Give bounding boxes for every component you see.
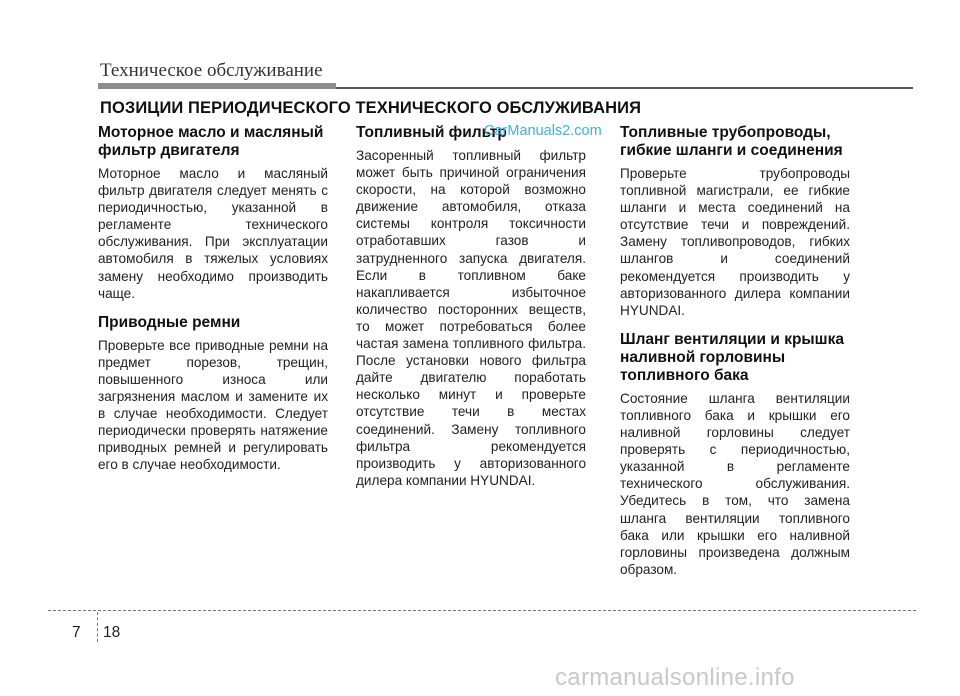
header-bar-line: [336, 87, 913, 89]
paragraph-vent-hose: Состояние шланга вентиляции топливного бака и крышки его наливной горловины следует проверять с периодичностью, указанной в регламенте технического обслуживания. Убедитесь в том, что замена шланга вентиляции топливного бака или крышки его наливной горловины произведена должным образом.: [620, 390, 850, 577]
page-number: 18: [103, 624, 121, 641]
heading-vent-hose: Шланг вентиляции и крышка наливной горловины топливного бака: [620, 330, 844, 384]
watermark-bottom: carmanualsonline.info: [555, 664, 795, 691]
footer-separator: [97, 612, 98, 642]
heading-engine-oil: Моторное масло и масляный фильтр двигателя: [98, 124, 324, 159]
paragraph-fuel-lines: Проверьте трубопроводы топливной магистрали, ее гибкие шланги и места соединений на отсутствие течи и повреждений. Замену топливопроводов, гибких шлангов и соединений рекомендуется производить у авторизованного дилера компании HYUNDAI.: [620, 166, 850, 318]
paragraph-drive-belts: Проверьте все приводные ремни на предмет порезов, трещин, повышенного износа или загрязнения маслом и замените их в случае необходимости. Следует периодически проверять натяжение приводных ремней и регулировать его в случае необходимости.: [98, 337, 328, 473]
chapter-number: 7: [72, 624, 81, 641]
paragraph-fuel-filter: Засоренный топливный фильтр может быть причиной ограничения скорости, на которой возможно движение автомобиля, отказа системы контроля токсичности отработавших газов и затрудненного запуска двигателя. Если в топливном баке накапливается избыточное количество посторонних веществ, то может потребоваться более частая замена топливного фильтра. После установки нового фильтра дайте двигателю поработать несколько минут и проверьте отсутствие течи в местах соединений. Замену топливного фильтра рекомендуется производить у авторизованного дилера компании HYUNDAI.: [356, 148, 586, 488]
paragraph-engine-oil: Моторное масло и масляный фильтр двигателя следует менять с периодичностью, указанной в регламенте технического обслуживания. При эксплуатации автомобиля в тяжелых условиях замену необходимо производить чаще.: [98, 166, 328, 301]
footer-divider: [48, 610, 916, 611]
column-3: [620, 124, 850, 578]
column-1: [98, 124, 328, 474]
watermark-top: CarManuals2.com: [484, 123, 602, 139]
heading-fuel-filter: Топливный фильтр: [356, 124, 507, 141]
heading-fuel-lines: Топливные трубопроводы, гибкие шланги и соединения: [620, 124, 843, 159]
section-title: ПОЗИЦИИ ПЕРИОДИЧЕСКОГО ТЕХНИЧЕСКОГО ОБСЛУЖИВАНИЯ: [100, 99, 642, 117]
header-bar-gray: [98, 83, 336, 89]
header-title: Техническое обслуживание: [100, 60, 323, 81]
column-2: [356, 124, 586, 489]
heading-drive-belts: Приводные ремни: [98, 313, 241, 331]
